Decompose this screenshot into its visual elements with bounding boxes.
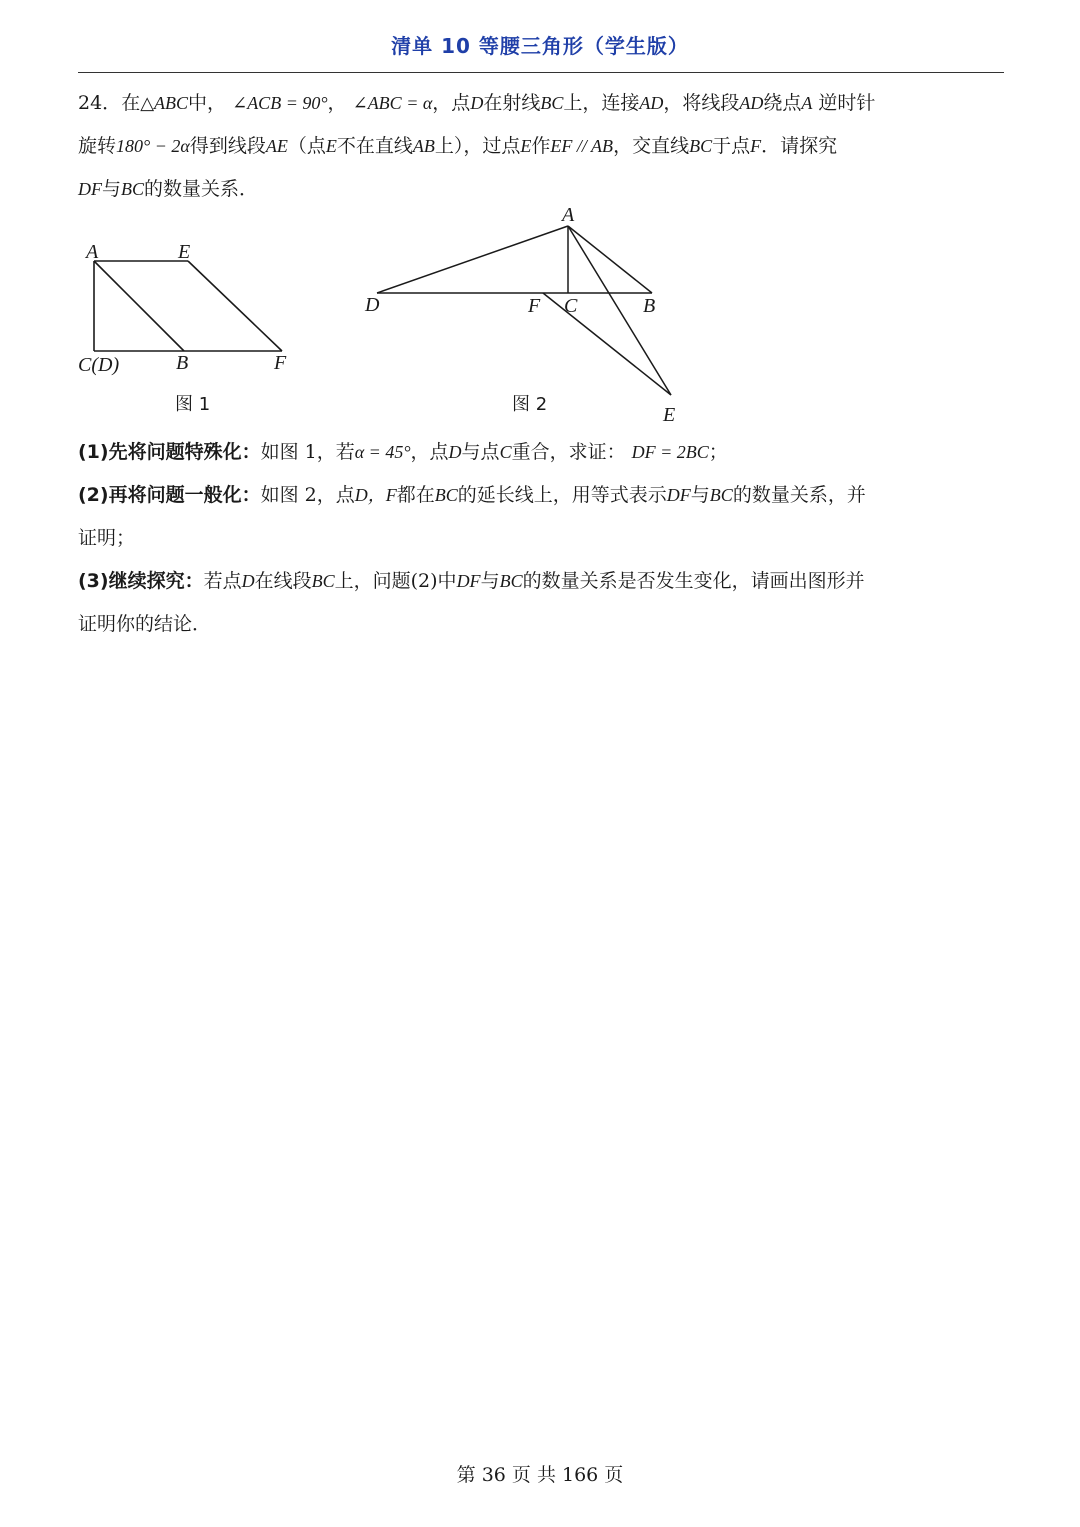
part-1-lead: (1)先将问题特殊化：	[78, 441, 261, 463]
fig2-label-e: E	[663, 404, 676, 426]
math-segment: DF	[666, 485, 691, 505]
text: 不在直线	[336, 135, 413, 157]
page-header-title: 清单 10 等腰三角形（学生版）	[391, 34, 689, 58]
math-point: D	[470, 93, 484, 113]
part-3	[78, 560, 1004, 603]
problem-line-1	[78, 82, 1004, 125]
fig2-segment-ab	[568, 226, 652, 293]
math-angle-abc: ∠ABC = α	[352, 93, 433, 113]
text: 重合，求证：	[511, 441, 626, 463]
math-rotation-angle: 180° − 2α	[116, 136, 190, 156]
text: 绕点	[763, 92, 802, 114]
text: ，点	[410, 441, 449, 463]
fig1-label-e: E	[178, 241, 191, 263]
text: （点	[287, 135, 326, 157]
text: 如图 2，点	[260, 484, 355, 506]
text: 旋转	[78, 135, 117, 157]
page-footer-number: 第 36 页 共 166 页	[456, 1464, 624, 1486]
math-point: E	[325, 136, 337, 156]
text: 若点	[203, 570, 242, 592]
fig1-label-a: A	[86, 241, 99, 263]
text: ，交直线	[613, 135, 690, 157]
part-3-lead: (3)继续探究：	[78, 570, 204, 592]
math-angle-acb: ∠ACB = 90°	[232, 93, 328, 113]
text: 得到线段	[189, 135, 266, 157]
math-point: E	[520, 136, 532, 156]
figure-1	[70, 238, 310, 423]
text: 中，	[188, 92, 227, 114]
math-segment: BC	[499, 571, 523, 591]
math-triangle: △ABC	[140, 93, 189, 113]
part-3-continued: 证明你的结论．	[78, 613, 212, 635]
fig1-segment-ab	[94, 261, 184, 351]
math-segment: AD	[739, 93, 764, 113]
fig1-caption: 图 1	[175, 394, 211, 415]
fig2-label-f: F	[528, 295, 541, 317]
math-point: D	[241, 571, 255, 591]
fig2-label-d: D	[365, 294, 380, 316]
part-2-lead: (2)再将问题一般化：	[78, 484, 261, 506]
fig2-segment-ad	[377, 226, 568, 293]
math-points: D，F	[354, 485, 397, 505]
math-segment: AE	[265, 136, 288, 156]
problem-line-2	[78, 125, 1004, 168]
math-segment: BC	[540, 93, 564, 113]
math-segment: AD	[639, 93, 664, 113]
text: 如图 1，若	[260, 441, 355, 463]
text: 的数量关系．	[144, 178, 259, 200]
text: ，	[327, 92, 347, 114]
part-2-continued: 证明；	[78, 527, 136, 549]
problem-number: 24．	[78, 92, 122, 114]
fig1-label-f: F	[274, 352, 287, 374]
text: 上，问题(2)中	[334, 570, 457, 592]
part-2	[78, 474, 1004, 517]
text: 在射线	[483, 92, 541, 114]
math-parallel: EF // AB	[550, 136, 614, 156]
text: 上，连接	[563, 92, 640, 114]
fig2-label-b: B	[643, 295, 656, 317]
text: 的延长线上，用等式表示	[457, 484, 667, 506]
fig2-segment-ae	[568, 226, 671, 395]
problem-statement	[78, 82, 1004, 211]
text: 在	[121, 92, 141, 114]
part-1	[78, 431, 1004, 474]
text: ；	[708, 441, 728, 463]
math-segment: BC	[434, 485, 458, 505]
problem-parts	[78, 431, 1004, 646]
math-segment: DF	[456, 571, 481, 591]
fig1-label-cd: C(D)	[78, 354, 120, 376]
header-divider	[78, 72, 1004, 73]
text: 作	[531, 135, 551, 157]
math-point: D	[448, 442, 462, 462]
fig1-segment-ef	[188, 261, 282, 351]
fig2-label-c: C	[564, 295, 578, 317]
math-segment: BC	[689, 136, 713, 156]
math-segment: DF	[78, 179, 102, 199]
math-segment: BC	[311, 571, 335, 591]
text: 与	[480, 570, 500, 592]
text: 与	[690, 484, 710, 506]
text: 与	[102, 178, 122, 200]
text: ，将线段	[663, 92, 740, 114]
math-alpha: α = 45°	[354, 442, 411, 462]
text: 都在	[396, 484, 435, 506]
text: ．请探究	[761, 135, 838, 157]
fig1-label-b: B	[176, 352, 189, 374]
text: 与点	[461, 441, 500, 463]
text: 在线段	[254, 570, 312, 592]
math-segment: BC	[709, 485, 733, 505]
text: ，点	[432, 92, 471, 114]
math-segment: AB	[412, 136, 435, 156]
figure-2	[360, 205, 690, 430]
text: 逆时针	[812, 92, 876, 114]
math-equation: DF = 2BC	[631, 442, 709, 462]
text: 的数量关系是否发生变化，请画出图形并	[522, 570, 865, 592]
math-point: F	[750, 136, 762, 156]
math-point: A	[801, 93, 813, 113]
fig2-label-a: A	[562, 205, 575, 226]
text: 的数量关系，并	[732, 484, 866, 506]
math-segment: BC	[121, 179, 145, 199]
text: 上），过点	[434, 135, 521, 157]
math-point: C	[499, 442, 512, 462]
fig2-caption: 图 2	[512, 394, 548, 415]
text: 于点	[712, 135, 751, 157]
